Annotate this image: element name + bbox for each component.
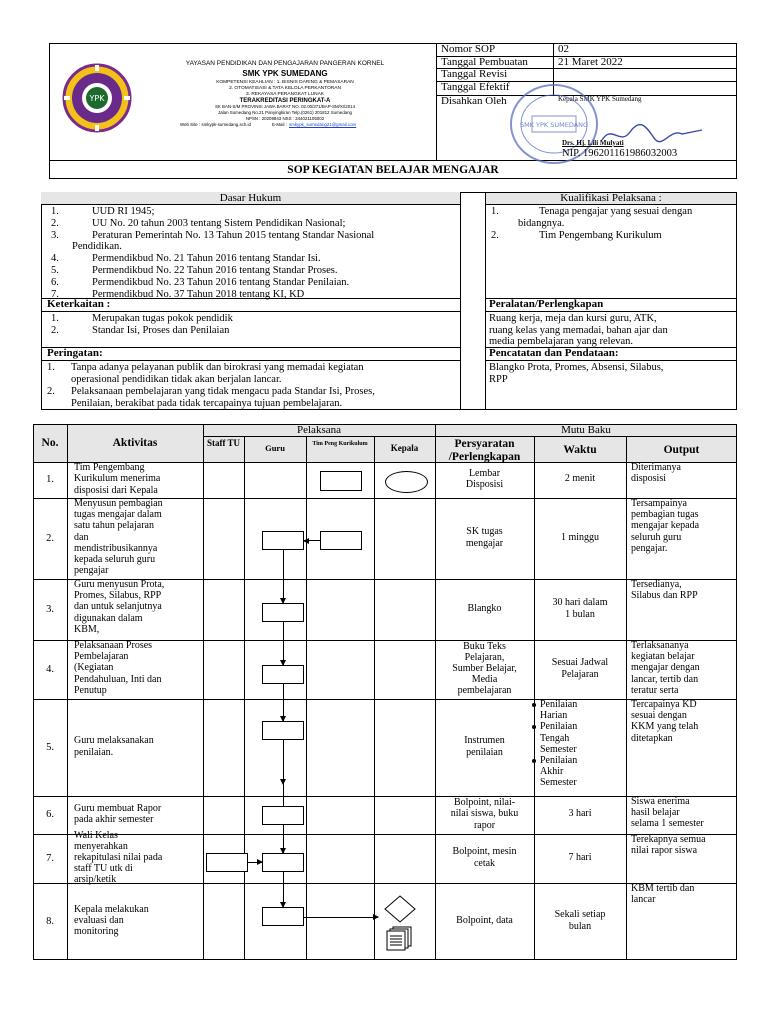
flow-arrow-7-8 bbox=[283, 872, 284, 907]
output-line: teratur serta bbox=[631, 684, 679, 696]
list-number: 2. bbox=[491, 230, 499, 241]
aktivitas-line: Guru membuat Rapor bbox=[74, 802, 162, 814]
flow-arrow-2-3 bbox=[283, 550, 284, 603]
meta-value: 02 bbox=[558, 43, 569, 55]
output-line: KKM yang telah bbox=[631, 721, 699, 733]
persyaratan-line: rapor bbox=[473, 819, 496, 831]
flow-start-terminator bbox=[385, 471, 428, 493]
output-line: nilai rapor siswa bbox=[631, 845, 698, 857]
col-header-staff-tu: Staff TU bbox=[206, 438, 241, 448]
persyaratan-line: Lembar bbox=[468, 467, 501, 479]
pencatatan-line: RPP bbox=[489, 374, 508, 385]
meta-label: Disahkan Oleh bbox=[441, 95, 507, 107]
output-line: Tersedianya, bbox=[631, 579, 682, 590]
waktu-line: 7 hari bbox=[568, 851, 592, 863]
npsn-nss: NPSN : 20209843 NSS : 344021105002 bbox=[245, 116, 325, 121]
flow-process-staff-7 bbox=[206, 853, 248, 872]
output-line: ditetapkan bbox=[631, 732, 673, 744]
foundation-name: YAYASAN PENDIDIKAN DAN PENGAJARAN PANGERAN KORNEL bbox=[185, 60, 385, 67]
persyaratan-line: Blangko bbox=[467, 602, 502, 614]
list-item: Tenaga pengajar yang sesuai dengan bbox=[539, 206, 693, 217]
programs-line-1: KOMPETENSI KEAHLIAN : 1. BISNIS DARING & PEMASARAN bbox=[216, 80, 354, 85]
output-line: seluruh guru bbox=[631, 531, 682, 543]
website: Web Site : smkypk-sumedang.sch.id bbox=[180, 122, 251, 127]
school-address: Jalan Sumedang No.21 Panyingkiran Telp.(0261) 201812 Sumedang bbox=[218, 110, 352, 115]
list-item: UU No. 20 tahun 2003 tentang Sistem Pendidikan Nasional; bbox=[92, 218, 346, 229]
flow-process-tim-2 bbox=[320, 531, 362, 550]
waktu-line: 1 minggu bbox=[560, 531, 600, 543]
output-line: mengajar dengan bbox=[631, 662, 700, 674]
waktu-line: Pelajaran bbox=[561, 668, 599, 680]
output-line: pengajar. bbox=[631, 542, 668, 554]
persyaratan-line: Bolpoint, mesin bbox=[452, 846, 517, 858]
persyaratan-line: nilai siswa, buku bbox=[450, 808, 519, 820]
persyaratan-line: Instrumen bbox=[464, 735, 505, 747]
school-name: SMK YPK SUMEDANG bbox=[242, 69, 328, 78]
list-item: Tim Pengembang Kurikulum bbox=[539, 230, 662, 241]
bullet-icon bbox=[532, 703, 536, 707]
output-line: lancar, tertib dan bbox=[631, 673, 699, 685]
programs-line-2: 2. OTOMATISASI & TATA KELOLA PERKANTORAN bbox=[229, 86, 341, 91]
list-item: operasional pendidikan tidak akan berjalan lancar. bbox=[71, 374, 282, 385]
output-line: Tercapainya KD bbox=[631, 699, 697, 710]
meta-value: 21 Maret 2022 bbox=[558, 56, 623, 68]
aktivitas-line: Menyusun pembagian bbox=[74, 498, 163, 509]
aktivitas-line: monitoring bbox=[74, 926, 119, 938]
col-header-kepala: Kepala bbox=[390, 443, 419, 453]
flow-arrow-3-4 bbox=[283, 622, 284, 665]
aktivitas-line: KBM, bbox=[74, 623, 100, 635]
flow-process-guru-2 bbox=[262, 531, 304, 550]
waktu-bullet-line: Semester bbox=[540, 743, 577, 755]
flow-document-icon bbox=[386, 926, 414, 952]
list-number: 5. bbox=[51, 265, 59, 276]
col-header-persyaratan: Persyaratan /Perlengkapan bbox=[448, 438, 521, 463]
waktu-line: 1 bulan bbox=[565, 608, 595, 620]
list-item: Standar Isi, Proses dan Penilaian bbox=[92, 325, 230, 336]
aktivitas-line: kepada seluruh guru bbox=[74, 554, 156, 565]
waktu-line: bulan bbox=[568, 920, 592, 932]
accreditation: TERAKREDITASI PERINGKAT-A bbox=[239, 98, 331, 104]
output-line: Tersampainya bbox=[631, 498, 687, 509]
waktu-line: 30 hari dalam bbox=[552, 597, 608, 609]
list-item: Pelaksanaan pembelajaran yang tidak mengacu pada Standar Isi, Proses, bbox=[71, 386, 375, 397]
signatory-nip: NIP. 196201161986032003 bbox=[562, 148, 678, 159]
list-number: 6. bbox=[51, 277, 59, 288]
aktivitas-line: pada akhir semester bbox=[74, 814, 154, 825]
aktivitas-line: Kurikulum menerima bbox=[74, 473, 161, 485]
output-line: lancar bbox=[631, 894, 656, 906]
list-number: 3. bbox=[51, 230, 59, 241]
waktu-line: Sesuai Jadwal bbox=[551, 657, 609, 669]
list-item: Permendikbud No. 22 Tahun 2016 tentang Standar Proses. bbox=[92, 265, 338, 276]
aktivitas-line: rekapitulasi nilai pada bbox=[74, 851, 163, 863]
aktivitas-line: evaluasi dan bbox=[74, 914, 124, 926]
aktivitas-line: Pelaksanaan Proses bbox=[74, 640, 153, 651]
logo-text: YPK bbox=[89, 94, 105, 103]
flow-process-guru-7 bbox=[262, 853, 304, 872]
list-number: 2. bbox=[47, 386, 55, 397]
aktivitas-line: Promes, Silabus, RPP bbox=[74, 590, 162, 602]
output-line: Terekapnya semua bbox=[631, 834, 706, 845]
aktivitas-line: satu tahun pelajaran bbox=[74, 520, 154, 532]
list-item: Merupakan tugas pokok pendidik bbox=[92, 313, 233, 324]
flow-arrow-4-5 bbox=[283, 684, 284, 721]
pencatatan-heading: Pencatatan dan Pendataan: bbox=[489, 347, 619, 359]
persyaratan-line: Sumber Belajar, bbox=[452, 662, 517, 674]
row-number: 2. bbox=[46, 532, 54, 544]
bullet-icon bbox=[532, 759, 536, 763]
aktivitas-line: Pembelajaran bbox=[74, 651, 129, 663]
aktivitas-line: Pendahuluan, Inti dan bbox=[74, 673, 162, 685]
persyaratan-line: mengajar bbox=[465, 537, 504, 549]
list-number: 4. bbox=[51, 253, 59, 264]
row-number: 6. bbox=[46, 809, 54, 820]
peralatan-line: Ruang kerja, meja dan kursi guru, ATK, bbox=[489, 313, 657, 324]
output-line: KBM tertib dan bbox=[631, 883, 695, 894]
waktu-bullet-line: Tengah bbox=[540, 732, 570, 744]
aktivitas-line: menyerahkan bbox=[74, 840, 128, 852]
row-number: 8. bbox=[46, 915, 54, 927]
col-header-no: No. bbox=[41, 437, 59, 449]
output-line: Silabus dan RPP bbox=[631, 590, 698, 602]
col-header-waktu: Waktu bbox=[563, 444, 597, 456]
meta-label: Tanggal Efektif bbox=[441, 81, 510, 93]
persyaratan-line: Bolpoint, nilai- bbox=[453, 797, 516, 809]
flow-arrow-2 bbox=[304, 540, 320, 541]
list-item: Tanpa adanya pelayanan publik dan birokrasi yang memadai kegiatan bbox=[71, 362, 364, 373]
aktivitas-line: mendistribusikannya bbox=[74, 542, 158, 554]
peralatan-line: media pembelajaran yang relevan. bbox=[489, 336, 634, 347]
list-item: UUD RI 1945; bbox=[92, 206, 155, 217]
output-line: pembagian tugas bbox=[631, 509, 699, 521]
list-item: Permendikbud No. 23 Tahun 2016 tentang Standar Penilaian. bbox=[92, 277, 350, 288]
persyaratan-line: pembelajaran bbox=[457, 685, 512, 697]
list-number: 2. bbox=[51, 218, 59, 229]
aktivitas-line: pengajar bbox=[74, 565, 109, 577]
waktu-bullet-line: Penilaian bbox=[540, 755, 578, 766]
col-header-output: Output bbox=[663, 444, 700, 456]
aktivitas-line: Kepala melakukan bbox=[74, 903, 149, 915]
flow-process-guru-6 bbox=[262, 806, 304, 825]
flow-process-tim-1 bbox=[320, 471, 362, 491]
persyaratan-line: Pelajaran, bbox=[464, 651, 505, 663]
list-number: 1. bbox=[51, 206, 59, 217]
waktu-line: 3 hari bbox=[568, 808, 592, 820]
flow-process-guru-5 bbox=[262, 721, 304, 740]
list-item: bidangnya. bbox=[518, 218, 565, 229]
waktu-bullet-line: Penilaian bbox=[540, 721, 578, 733]
waktu-bullet-line: Harian bbox=[540, 710, 568, 722]
list-number: 1. bbox=[47, 362, 55, 373]
aktivitas-line: dan bbox=[74, 531, 89, 543]
flow-process-guru-3 bbox=[262, 603, 304, 622]
peralatan-heading: Peralatan/Perlengkapan bbox=[489, 298, 604, 310]
row-number: 3. bbox=[46, 603, 54, 615]
dasar-hukum-heading: Dasar Hukum bbox=[219, 192, 282, 204]
output-line: hasil belajar bbox=[631, 807, 680, 819]
programs-line-3: 3. REKAYASA PERANGKAT LUNAK bbox=[245, 92, 325, 97]
col-header-guru: Guru bbox=[265, 443, 285, 453]
waktu-bullet-line: Akhir bbox=[540, 766, 564, 778]
flow-process-guru-8 bbox=[262, 907, 304, 926]
waktu-bullet-line: Semester bbox=[540, 777, 577, 789]
row-number: 4. bbox=[46, 663, 54, 675]
waktu-line: 2 menit bbox=[564, 473, 596, 485]
col-header-aktivitas: Aktivitas bbox=[112, 437, 158, 449]
output-line: disposisi bbox=[631, 473, 667, 485]
aktivitas-line: penilaian. bbox=[74, 746, 114, 758]
document-title: SOP KEGIATAN BELAJAR MENGAJAR bbox=[287, 164, 499, 176]
meta-label: Tanggal Pembuatan bbox=[441, 56, 528, 68]
signatory-name: Drs. Hj. Lili Mulyati bbox=[562, 139, 624, 147]
list-item: Peraturan Pemerintah No. 13 Tahun 2015 tentang Standar Nasional bbox=[92, 230, 375, 241]
persyaratan-line: SK tugas bbox=[466, 526, 503, 538]
aktivitas-line: (Kegiatan bbox=[74, 662, 114, 674]
aktivitas-line: Tim Pengembang bbox=[74, 462, 145, 474]
flow-process-guru-4 bbox=[262, 665, 304, 684]
row-number: 7. bbox=[46, 852, 54, 864]
flow-arrow-5-6 bbox=[283, 740, 284, 784]
list-item: Permendikbud No. 21 Tahun 2016 tentang Standar Isi. bbox=[92, 253, 321, 264]
persyaratan-line: penilaian bbox=[466, 746, 503, 758]
list-item: Pendidikan. bbox=[72, 241, 122, 252]
meta-value: Kepala SMK YPK Sumedang bbox=[558, 95, 642, 103]
flow-arrow-6-7 bbox=[283, 825, 284, 853]
output-line: selama 1 semester bbox=[631, 818, 704, 830]
output-line: kegiatan belajar bbox=[631, 651, 695, 663]
list-number: 1. bbox=[491, 206, 499, 217]
flow-arrow-7 bbox=[248, 862, 262, 863]
list-number: 1. bbox=[51, 313, 59, 324]
col-header-pelaksana: Pelaksana bbox=[297, 424, 341, 436]
list-item: Permendikbud No. 37 Tahun 2018 tentang KI, KD bbox=[92, 289, 305, 300]
row-number: 5. bbox=[46, 741, 54, 753]
peralatan-line: ruang kelas yang memadai, bahan ajar dan bbox=[489, 325, 668, 336]
meta-label: Nomor SOP bbox=[441, 43, 496, 55]
col-header-mutu-baku: Mutu Baku bbox=[561, 424, 611, 436]
output-line: Terlaksananya bbox=[631, 640, 689, 651]
aktivitas-line: staff TU utk di bbox=[74, 863, 133, 875]
school-logo bbox=[62, 63, 132, 133]
email-label: E-Mail : bbox=[272, 122, 287, 127]
col-header-tim-kurikulum: Tim Peng Kurikulum bbox=[312, 441, 368, 447]
output-line: Diterimanya bbox=[631, 462, 681, 473]
persyaratan-line: cetak bbox=[473, 857, 496, 869]
kualifikasi-heading: Kualifikasi Pelaksana : bbox=[560, 192, 662, 204]
aktivitas-line: dan untuk selanjutnya bbox=[74, 601, 162, 613]
aktivitas-line: Penutup bbox=[74, 684, 107, 696]
aktivitas-line: Wali Kelas bbox=[74, 829, 118, 841]
email-link[interactable]: smkypk_sumedang21@gmail.com bbox=[289, 122, 357, 127]
row-number: 1. bbox=[46, 474, 54, 485]
persyaratan-line: Disposisi bbox=[465, 479, 504, 490]
output-line: Siswa enerima bbox=[631, 796, 690, 807]
persyaratan-line: Media bbox=[471, 674, 498, 686]
stamp-text: SMK YPK SUMEDANG bbox=[519, 121, 589, 129]
flow-decision-diamond bbox=[384, 895, 416, 923]
aktivitas-line: Guru melaksanakan bbox=[74, 735, 154, 747]
aktivitas-line: tugas mengajar dalam bbox=[74, 509, 162, 521]
pencatatan-line: Blangko Prota, Promes, Absensi, Silabus, bbox=[489, 362, 664, 373]
aktivitas-line: Guru menyusun Prota, bbox=[74, 579, 165, 590]
aktivitas-line: arsip/ketik bbox=[74, 874, 117, 886]
list-number: 7. bbox=[51, 289, 59, 300]
aktivitas-line: disposisi dari Kepala bbox=[74, 484, 158, 496]
peringatan-heading: Peringatan: bbox=[47, 347, 103, 359]
output-line: mengajar kepada bbox=[631, 520, 700, 532]
persyaratan-line: Bolpoint, data bbox=[456, 914, 513, 926]
persyaratan-line: Buku Teks bbox=[463, 640, 506, 652]
sk-number: SK BAN-S/M PROVINSI JAWA BARAT NO. 02.00/371/BAP-SM/XI/2014 bbox=[214, 104, 356, 109]
flow-arrow-8 bbox=[304, 917, 378, 918]
waktu-bullet-line: Penilaian bbox=[540, 699, 578, 710]
meta-label: Tanggal Revisi bbox=[441, 68, 508, 80]
list-number: 2. bbox=[51, 325, 59, 336]
output-line: sesuai dengan bbox=[631, 710, 687, 722]
aktivitas-line: digunakan dalam bbox=[74, 612, 143, 624]
keterkaitan-heading: Keterkaitan : bbox=[47, 298, 111, 310]
list-item: Penilaian, berakibat pada tidak tercapainya tujuan pembelajaran. bbox=[71, 398, 343, 409]
waktu-line: Sekali setiap bbox=[554, 909, 606, 921]
